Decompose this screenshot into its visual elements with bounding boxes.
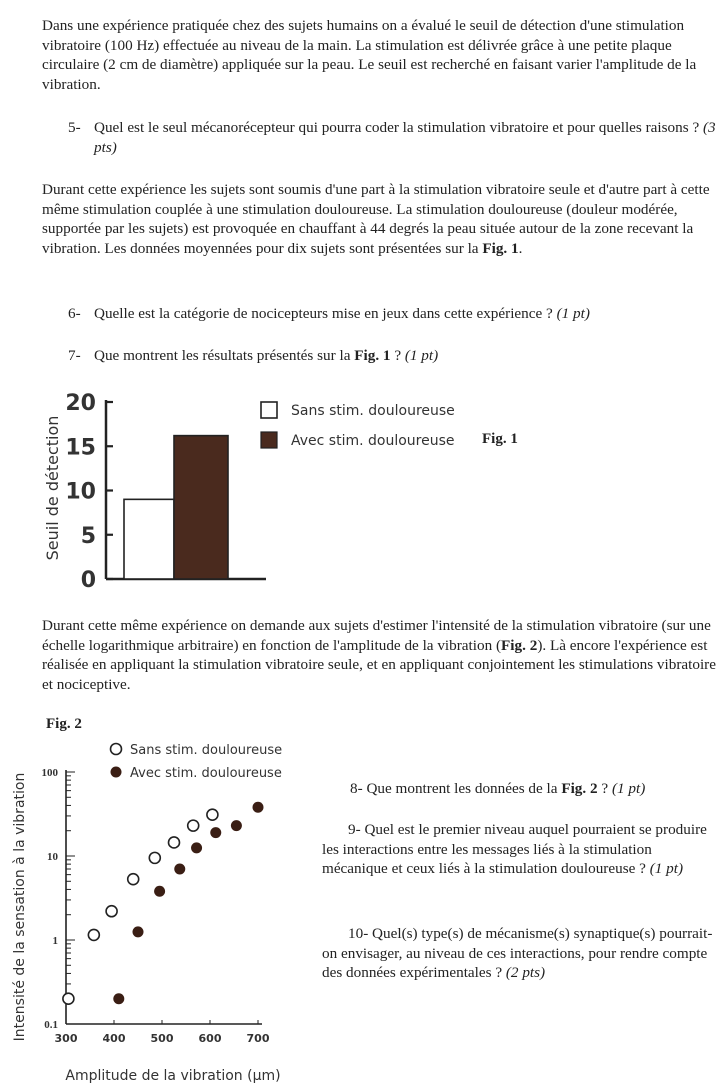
paragraph-2: Durant cette expérience les sujets sont soumis d'une part à la stimulation vibratoire seule et d'autre part à cette même stimulation couplée à une stimulation douloureuse. La stimulation douloureuse (douleur modérée, supportée par les sujets) est provoquée en chauffant à 44 degrés la peau située autour de la zone recevant la vibration. Les données moyennées pour dix sujets sont présentées sur la Fig. 1. bbox=[42, 181, 710, 257]
data-point-open bbox=[128, 874, 139, 885]
figure-1-chart bbox=[36, 388, 546, 588]
question-9 bbox=[322, 820, 718, 879]
question-text: Quel est le premier niveau auquel pourraient se produire les interactions entre les messages liés à la stimulation mécanique et ceux liés à la stimulation douloureuse ? bbox=[322, 821, 707, 877]
data-point-open bbox=[106, 906, 117, 917]
legend-label: Sans stim. douloureuse bbox=[130, 743, 283, 758]
question-points: (1 pt) bbox=[611, 780, 646, 797]
data-point-open bbox=[149, 852, 160, 863]
y-tick-label: 100 bbox=[41, 767, 58, 779]
x-tick-label: 700 bbox=[246, 1032, 270, 1045]
question-7: 7- Que montrent les résultats présentés sur la Fig. 1 ? (1 pt) bbox=[68, 347, 439, 364]
y-tick-label: 0.1 bbox=[44, 1019, 58, 1031]
data-point-filled bbox=[191, 842, 202, 853]
data-point-open bbox=[207, 809, 218, 820]
bar bbox=[174, 436, 228, 579]
y-tick-label: 5 bbox=[80, 523, 96, 549]
legend-marker-filled bbox=[111, 767, 122, 778]
x-tick-label: 500 bbox=[150, 1032, 174, 1045]
figure-2-chart bbox=[6, 732, 306, 1088]
data-point-filled bbox=[253, 802, 264, 813]
question-text: Que montrent les résultats présentés sur la bbox=[94, 347, 351, 364]
data-point-filled bbox=[133, 926, 144, 937]
figure-reference: Fig. 2 bbox=[501, 636, 538, 654]
x-tick-label: 400 bbox=[102, 1032, 126, 1045]
question-8: 8- Que montrent les données de la Fig. 2 ? (1 pt) bbox=[350, 780, 646, 797]
figure-caption: Fig. 1 bbox=[482, 431, 518, 447]
data-point-open bbox=[169, 837, 180, 848]
question-points: (2 pts) bbox=[505, 964, 546, 981]
x-tick-label: 300 bbox=[54, 1032, 78, 1045]
x-tick-label: 600 bbox=[198, 1032, 222, 1045]
legend-label: Sans stim. douloureuse bbox=[291, 403, 455, 419]
data-point-open bbox=[63, 993, 74, 1004]
figure-reference: Fig. 1 bbox=[354, 347, 391, 364]
data-point-open bbox=[88, 929, 99, 940]
y-axis-label: Seuil de détection bbox=[43, 415, 62, 561]
legend-label: Avec stim. douloureuse bbox=[291, 433, 455, 449]
data-point-open bbox=[188, 820, 199, 831]
y-tick-label: 1 bbox=[52, 935, 58, 947]
data-point-filled bbox=[113, 993, 124, 1004]
data-point-filled bbox=[231, 820, 242, 831]
figure-reference: Fig. 2 bbox=[561, 780, 598, 797]
paragraph-text: ). Là encore l'expérience est réalisée en appliquant la stimulation vibratoire seule, et en appliquant conjointement les stimulations vibratoire et nociceptive. bbox=[42, 636, 716, 693]
question-points: (1 pt) bbox=[556, 305, 590, 322]
question-points: (1 pt) bbox=[649, 860, 684, 877]
legend-swatch-filled bbox=[261, 432, 277, 448]
question-text: Quel(s) type(s) de mécanisme(s) synaptique(s) pourrait-on envisager, au niveau de ces interactions, pour rendre compte des données expérimentales ? bbox=[322, 925, 713, 981]
paragraph-text: Durant cette même expérience on demande aux sujets d'estimer l'intensité de la stimulation vibratoire (sur une échelle logarithmique arbitraire) en fonction de l'amplitude de la vibration ( bbox=[42, 617, 711, 654]
y-tick-label: 10 bbox=[47, 851, 58, 863]
question-text: Quel est le seul mécanorécepteur qui pourra coder la stimulation vibratoire et pour quelles raisons ? bbox=[94, 119, 700, 136]
y-axis-label: Intensité de la sensation à la vibration bbox=[12, 772, 28, 1042]
question-number: 9- bbox=[348, 821, 361, 838]
data-point-filled bbox=[174, 864, 185, 875]
question-10 bbox=[322, 924, 718, 983]
question-text: Que montrent les données de la bbox=[366, 780, 558, 797]
question-number: 8- bbox=[350, 780, 363, 797]
figure-2-caption: Fig. 2 bbox=[46, 716, 82, 732]
y-tick-label: 15 bbox=[65, 435, 96, 461]
question-number: 7- bbox=[68, 347, 81, 364]
intro-paragraph: Dans une expérience pratiquée chez des sujets humains on a évalué le seuil de détection d'une stimulation vibratoire (100 Hz) effectuée au niveau de la main. La stimulation est délivrée grâce à une petite plaque circulaire (2 cm de diamètre) appliquée sur la peau. Le seuil est recherché en faisant varier l'amplitude de la vibration. bbox=[42, 17, 697, 93]
question-number: 6- bbox=[68, 305, 81, 322]
question-number: 5- bbox=[68, 119, 81, 136]
bar bbox=[124, 499, 174, 579]
question-text: Quelle est la catégorie de nocicepteurs mise en jeux dans cette expérience ? bbox=[94, 305, 553, 322]
question-points: (3 pts) bbox=[94, 119, 716, 156]
legend-label: Avec stim. douloureuse bbox=[130, 766, 282, 781]
paragraph-3 bbox=[42, 616, 722, 694]
legend-swatch-open bbox=[261, 402, 277, 418]
y-tick-label: 10 bbox=[65, 479, 96, 505]
paragraph-text: Durant cette expérience les sujets sont soumis d'une part à la stimulation vibratoire seule et d'autre part à cette même stimulation couplée à une stimulation douloureuse. La stimulation douloureuse (douleur modérée, supportée par les sujets) est provoquée en chauffant à 44 degrés la peau située autour de la zone recevant la vibration. Les données moyennées pour dix sujets sont présentées sur la bbox=[42, 181, 710, 257]
y-tick-label: 20 bbox=[65, 391, 96, 416]
question-5 bbox=[68, 118, 728, 157]
question-points: (1 pt) bbox=[404, 347, 439, 364]
question-number: 10- bbox=[348, 925, 369, 942]
y-tick-label: 0 bbox=[80, 568, 96, 588]
legend-marker-open bbox=[111, 744, 122, 755]
figure-reference: Fig. 1 bbox=[482, 239, 519, 257]
data-point-filled bbox=[154, 886, 165, 897]
x-axis-label: Amplitude de la vibration (µm) bbox=[65, 1068, 281, 1084]
data-point-filled bbox=[210, 827, 221, 838]
question-6 bbox=[68, 304, 728, 324]
